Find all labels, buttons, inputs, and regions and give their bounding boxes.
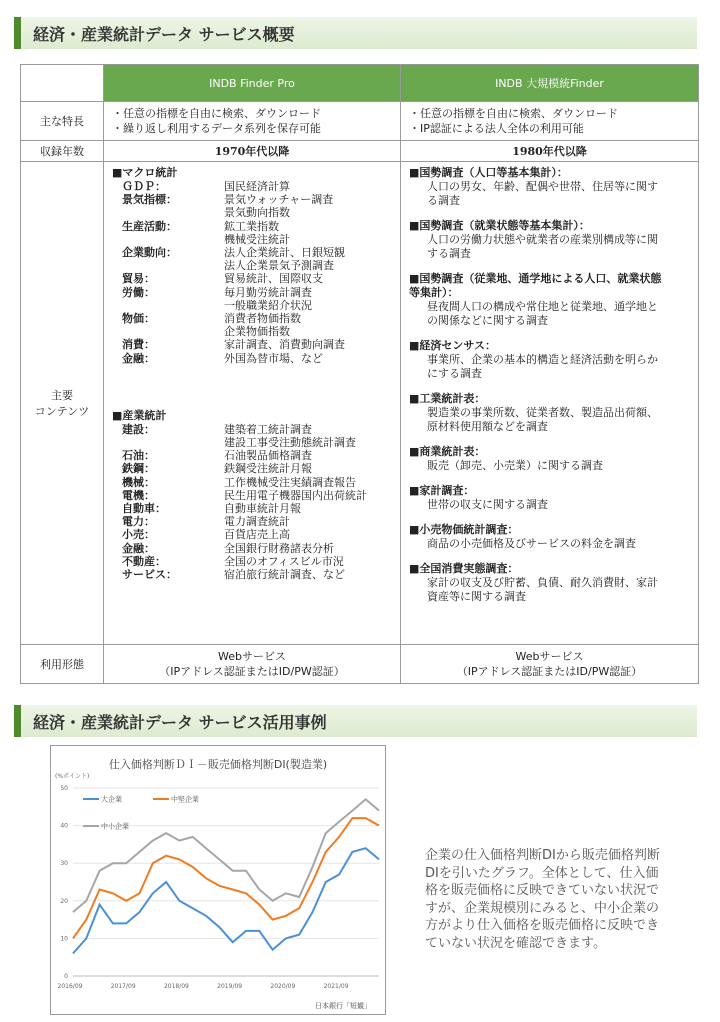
x-tick-label: 2020/09 [270, 983, 296, 990]
chart-source: 日本銀行「短観」 [315, 1002, 371, 1010]
content-key: 景気指標： [122, 193, 177, 207]
industry-list [112, 423, 392, 581]
content-key [112, 233, 224, 246]
content-row [112, 272, 392, 285]
content-row [112, 476, 392, 489]
content-row [112, 233, 392, 246]
content-value: 一般職業紹介状況 [224, 298, 312, 312]
survey-description: にする調査 [427, 367, 482, 380]
legend-label: 大企業 [101, 795, 122, 804]
content-key: サービス： [122, 568, 177, 582]
feature-line: ・任意の指標を自由に検索、ダウンロード [112, 107, 321, 120]
content-key: ＧＤＰ： [122, 180, 166, 193]
survey-description: 資産等に関する調査 [427, 590, 526, 603]
content-key: 自動車： [122, 502, 166, 516]
years-left: 1970年代以降 [104, 141, 401, 162]
feature-line: ・繰り返し利用するデータ系列を保存可能 [112, 122, 321, 135]
content-value: 景気ウォッチャー調査 [224, 193, 334, 207]
survey-description: 商品の小売価格及びサービスの料金を調査 [427, 537, 636, 550]
survey-heading: ■商業統計表： [409, 445, 486, 458]
content-row [112, 449, 392, 462]
row-label-line: 主要 [51, 389, 73, 402]
content-key: 貿易： [122, 272, 155, 286]
chart-frame [50, 745, 386, 1015]
survey-description: 原材料使用額などを調査 [427, 420, 548, 433]
survey-item [409, 219, 690, 261]
content-value: 鉱工業指数 [224, 219, 279, 233]
content-key: 生産活動： [122, 219, 177, 233]
usage-row [21, 645, 699, 684]
empty-header-cell [21, 65, 104, 102]
survey-description: 製造業の事業所数、従業者数、製造品出荷額、 [427, 406, 658, 419]
survey-item [409, 339, 690, 381]
content-row [112, 555, 392, 568]
right-list [409, 166, 690, 604]
content-value: 毎月勤労統計調査 [224, 285, 312, 299]
usage-right [401, 645, 699, 684]
contents-row [21, 162, 699, 645]
content-key: 労働： [122, 285, 155, 299]
content-row [112, 515, 392, 528]
survey-description: 家計の収支及び貯蓄、負債、耐久消費財、家計 [427, 576, 658, 589]
content-key: 石油： [122, 449, 155, 463]
series-line-2 [73, 799, 379, 912]
row-label: 収録年数 [21, 141, 104, 162]
y-tick-label: 30 [60, 860, 68, 868]
content-key: 不動産： [122, 554, 166, 568]
content-key: 消費： [122, 338, 155, 352]
content-row [112, 180, 392, 193]
content-row [112, 286, 392, 299]
content-value: 鉄鋼受注統計月報 [224, 462, 312, 476]
years-row [21, 141, 699, 162]
content-row [112, 489, 392, 502]
content-value: 貿易統計、国際収支 [224, 272, 323, 286]
chart-title: 仕入価格判断ＤＩ－販売価格判断DI(製造業) [108, 758, 328, 771]
x-tick-label: 2017/09 [110, 983, 136, 990]
content-row [112, 312, 392, 325]
content-row [112, 502, 392, 515]
survey-heading: ■国勢調査（従業地、通学地による人口、就業状態 [409, 272, 662, 285]
survey-item [409, 523, 690, 551]
content-key [112, 259, 224, 272]
section-header-casestudy [14, 705, 697, 737]
overview-table [20, 64, 699, 684]
content-key: 小売： [122, 528, 155, 542]
content-value: 企業物価指数 [224, 325, 290, 339]
content-value: 法人企業景気予測調査 [224, 259, 334, 273]
survey-description: する調査 [427, 247, 471, 260]
survey-heading: ■全国消費実態調査： [409, 562, 519, 575]
survey-item [409, 562, 690, 604]
content-key: 電機： [122, 488, 155, 502]
survey-heading: ■経済センサス： [409, 339, 496, 352]
survey-heading: ■小売物価統計調査： [409, 523, 519, 536]
usage-left [104, 645, 401, 684]
content-row [112, 568, 392, 581]
survey-description: 世帯の収支に関する調査 [427, 498, 548, 511]
usage-line: Webサービス [515, 650, 584, 663]
section-header-overview [14, 17, 697, 49]
content-key [112, 206, 224, 219]
content-key: 金融： [122, 541, 155, 555]
y-tick-label: 40 [60, 822, 68, 830]
content-row [112, 423, 392, 436]
x-tick-label: 2021/09 [323, 983, 349, 990]
table-header-row [21, 65, 699, 102]
content-row [112, 299, 392, 312]
description-text: 企業の仕入価格判断DIから販売価格判断DIを引いたグラフ。全体として、仕入価格を販売価格に反映できていない状況ですが、企業規模別にみると、中小企業の方がより仕入価格を販売価格に反映できていない状況を確認できます。 [425, 848, 660, 951]
section-title: 経済・産業統計データ サービス活用事例 [33, 713, 327, 732]
content-value: 石油製品価格調査 [224, 449, 312, 463]
contents-left [104, 162, 401, 645]
usage-line: （IPアドレス認証またはID/PW認証） [456, 665, 643, 678]
survey-heading: ■国勢調査（人口等基本集計）： [409, 166, 568, 179]
survey-heading: ■家計調査： [409, 484, 475, 497]
content-row [112, 528, 392, 541]
content-row [112, 193, 392, 206]
content-value: 工作機械受注実績調査報告 [224, 475, 356, 489]
y-tick-label: 10 [60, 935, 68, 943]
legend-label: 中小企業 [101, 822, 129, 831]
content-key: 鉄鋼： [122, 462, 155, 476]
feature-line: ・任意の指標を自由に検索、ダウンロード [409, 107, 618, 120]
content-key [112, 325, 224, 338]
row-label: 利用形態 [21, 645, 104, 684]
row-label-line: コンテンツ [34, 405, 90, 418]
content-key: 機械： [122, 475, 155, 489]
content-row [112, 338, 392, 351]
survey-description: 事業所、企業の基本的構造と経済活動を明らか [427, 353, 658, 366]
content-value: 民生用電子機器国内出荷統計 [224, 488, 367, 502]
survey-heading: ■国勢調査（就業状態等基本集計）： [409, 219, 590, 232]
content-row [112, 436, 392, 449]
row-label: 主な特長 [21, 102, 104, 141]
content-value: 全国銀行財務諸表分析 [224, 541, 334, 555]
survey-item [409, 445, 690, 473]
content-value: 全国のオフィスビル市況 [224, 554, 344, 568]
content-value: 機械受注統計 [224, 232, 290, 246]
content-row [112, 246, 392, 259]
x-tick-label: 2018/09 [163, 983, 189, 990]
y-tick-label: 50 [60, 785, 68, 792]
row-label [21, 162, 104, 645]
content-key: 物価： [122, 312, 155, 326]
survey-description: 販売（卸売、小売業）に関する調査 [427, 459, 603, 472]
content-value: 国民経済計算 [224, 180, 290, 193]
survey-item [409, 272, 690, 328]
macro-list [112, 180, 392, 365]
content-row [112, 259, 392, 272]
content-value: 建設工事受注動態統計調査 [224, 436, 356, 450]
survey-description: の関係などに関する調査 [427, 314, 548, 327]
line-chart [51, 746, 385, 1014]
survey-item [409, 484, 690, 512]
usage-line: Webサービス [218, 650, 286, 663]
content-key: 電力： [122, 515, 155, 529]
content-value: 法人企業統計、日銀短観 [224, 246, 345, 260]
content-value: 建築着工統計調査 [224, 422, 312, 436]
usage-line: （IPアドレス認証またはID/PW認証） [159, 665, 345, 678]
section-title: 経済・産業統計データ サービス概要 [33, 25, 295, 44]
content-value: 宿泊旅行統計調査、など [224, 568, 345, 582]
y-tick-label: 0 [64, 973, 68, 980]
survey-heading: 等集計）： [409, 286, 459, 299]
features-left [104, 102, 401, 141]
survey-item [409, 392, 690, 434]
feature-line: ・IP認証による法人全体の利用可能 [409, 122, 584, 135]
survey-description: 人口の労働力状態や就業者の産業別構成等に関 [427, 233, 658, 246]
content-value: 景気動向指数 [224, 206, 290, 220]
content-value: 自動車統計月報 [224, 502, 301, 516]
content-row [112, 325, 392, 338]
content-value: 百貨店売上高 [224, 528, 290, 542]
content-row [112, 542, 392, 555]
x-tick-label: 2016/09 [57, 983, 83, 990]
years-right: 1980年代以降 [401, 141, 699, 162]
survey-item [409, 166, 690, 208]
survey-heading: ■工業統計表： [409, 392, 486, 405]
legend-label: 中堅企業 [171, 795, 199, 804]
content-key: 建設： [122, 422, 155, 436]
content-row [112, 206, 392, 219]
chart-ylabel: (%ポイント) [55, 773, 90, 780]
y-tick-label: 20 [60, 897, 68, 905]
content-value: 家計調査、消費動向調査 [224, 338, 345, 352]
survey-description: る調査 [427, 194, 460, 207]
survey-description: 人口の男女、年齢、配偶や世帯、住居等に関す [427, 180, 658, 193]
features-right [401, 102, 699, 141]
content-value: 電力調査統計 [224, 515, 290, 529]
x-tick-label: 2019/09 [217, 983, 243, 990]
content-row [112, 220, 392, 233]
col-header-pro: INDB Finder Pro [104, 65, 401, 102]
contents-right [401, 162, 699, 645]
content-value: 外国為替市場、など [224, 351, 323, 365]
content-key [112, 436, 224, 449]
industry-heading: ■産業統計 [112, 408, 167, 422]
content-key: 企業動向： [122, 246, 177, 260]
features-row [21, 102, 699, 141]
content-key [112, 299, 224, 312]
content-row [112, 462, 392, 475]
survey-description: 昼夜間人口の構成や常住地と従業地、通学地と [427, 300, 658, 313]
content-value: 消費者物価指数 [224, 312, 301, 326]
content-row [112, 352, 392, 365]
col-header-large: INDB 大規模統Finder [401, 65, 699, 102]
macro-heading: ■マクロ統計 [112, 166, 178, 179]
content-key: 金融： [122, 351, 155, 365]
